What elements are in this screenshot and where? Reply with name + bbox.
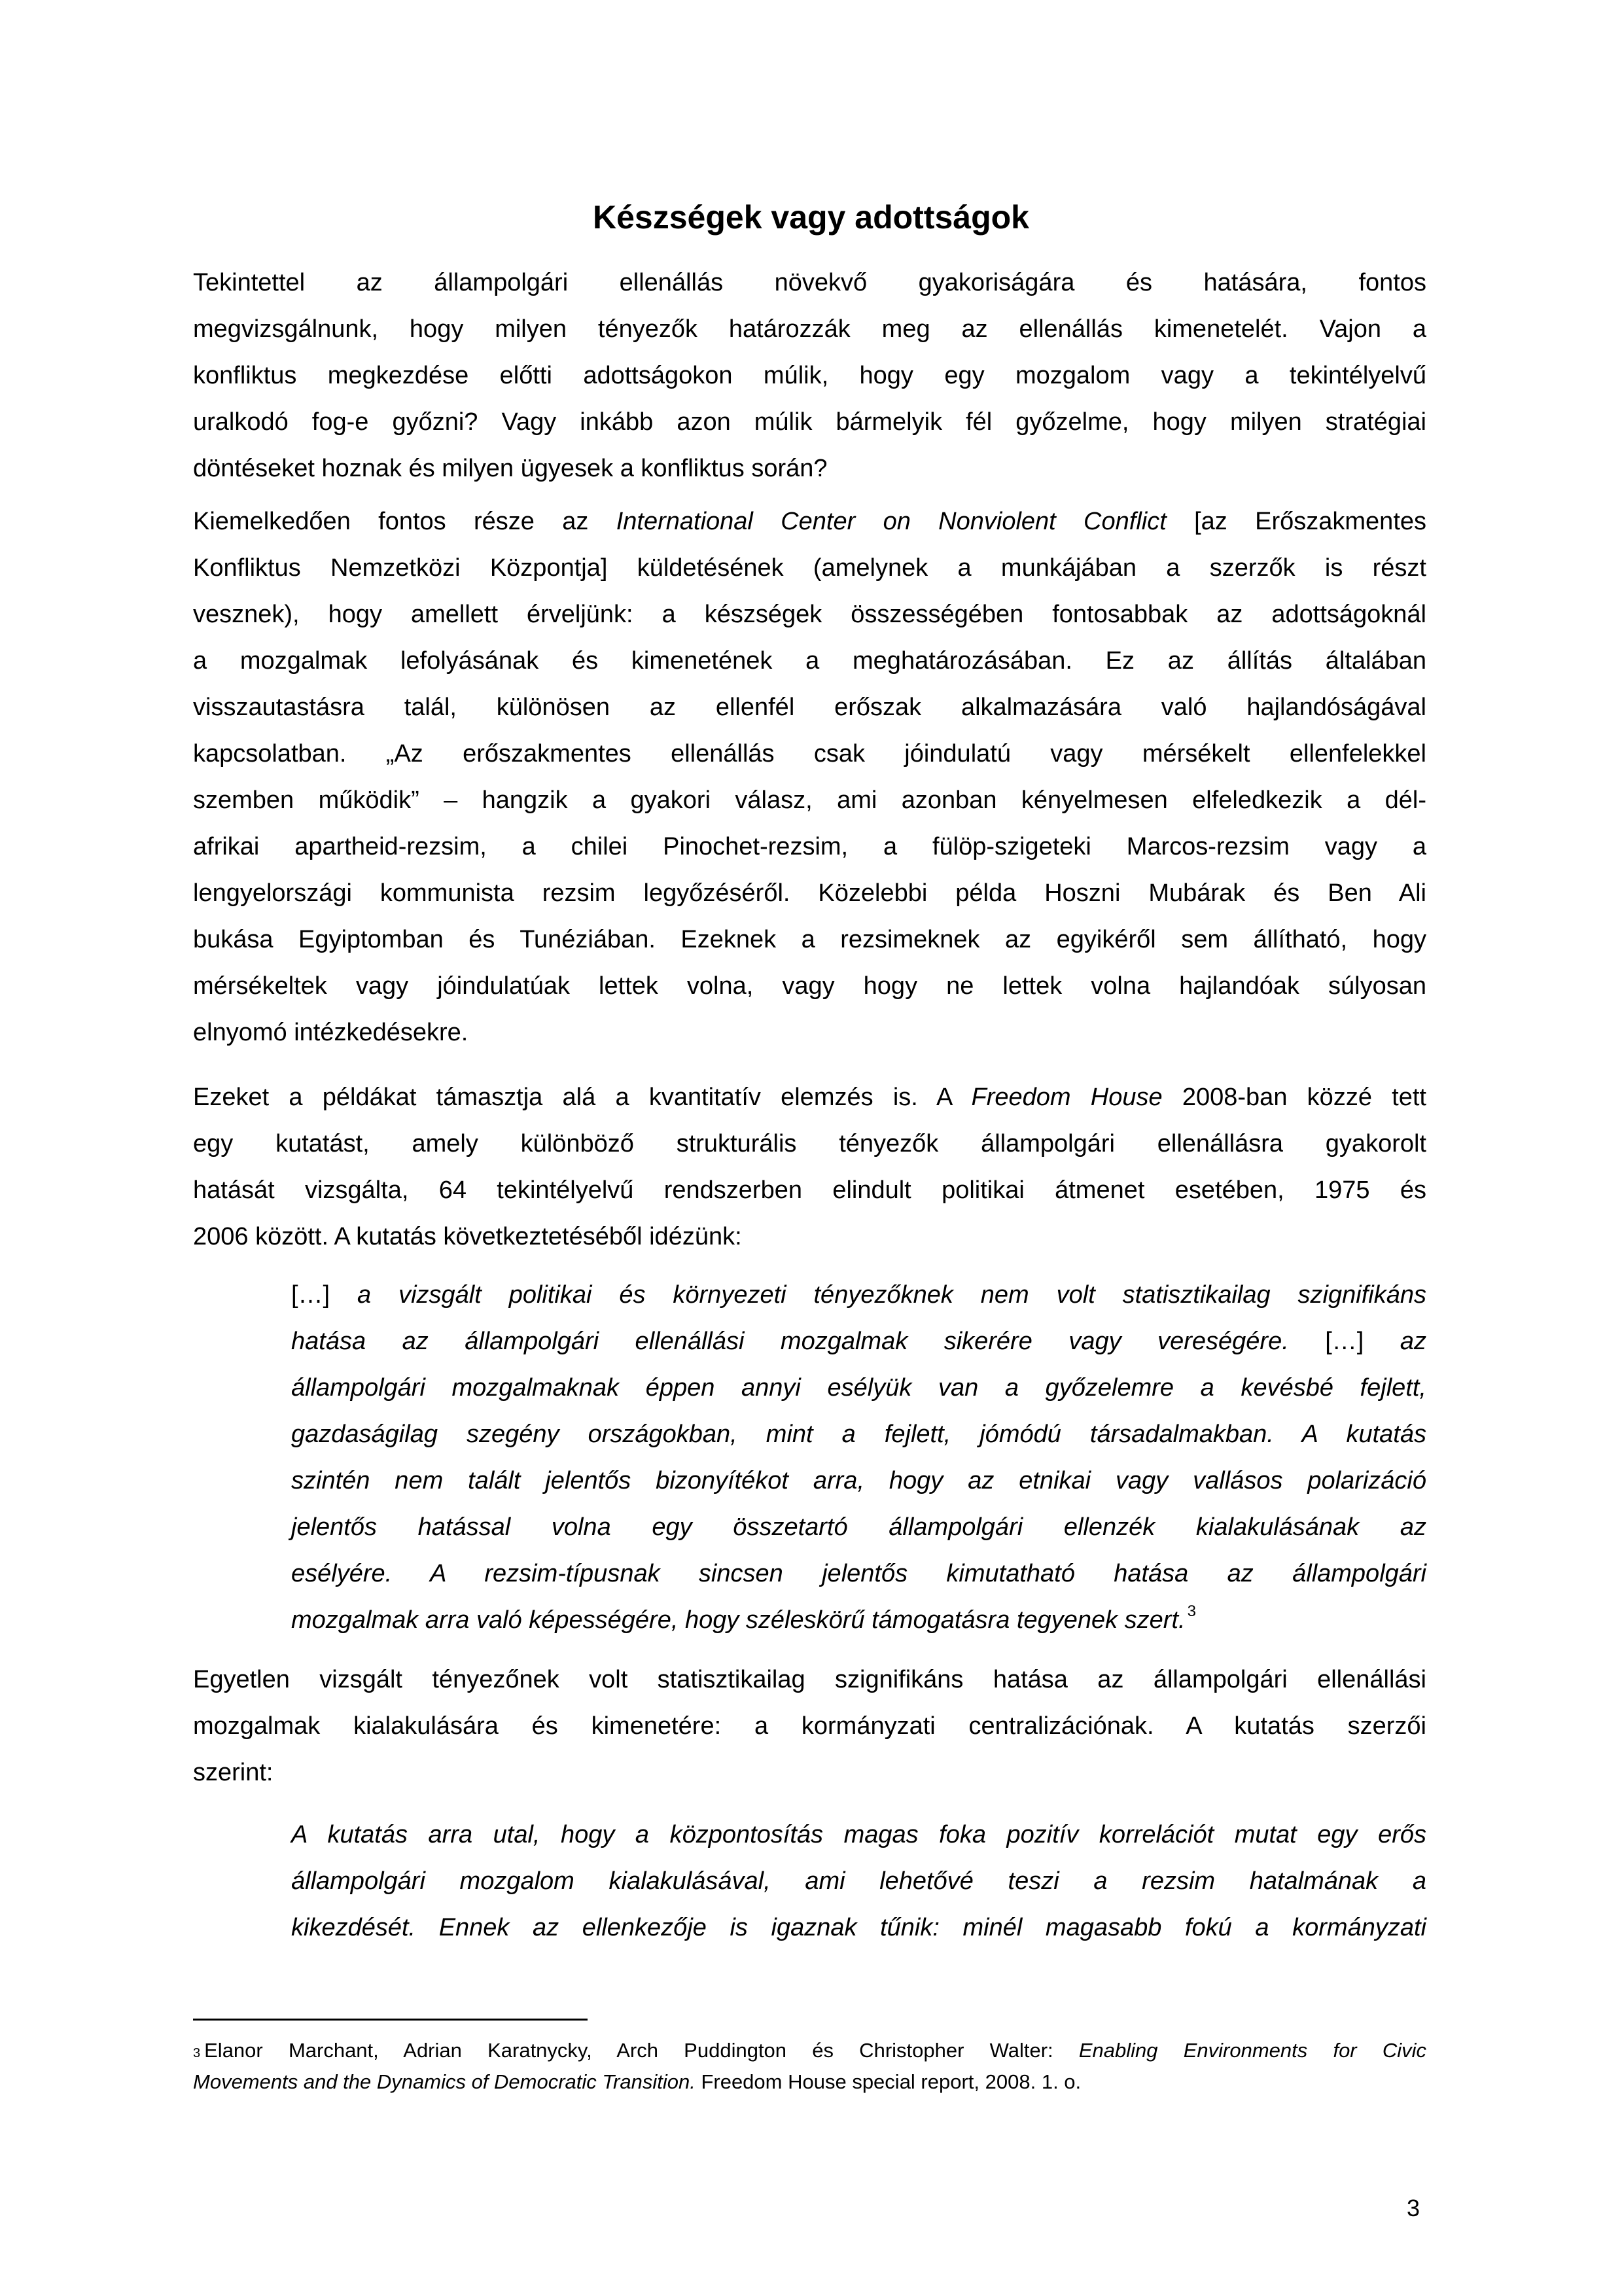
text-run: afrikai apartheid-rezsim, a chilei Pinochet-rezsim, a fülöp-szigeteki Marcos-rezsim vagy a <box>193 833 1426 860</box>
paragraph <box>193 1657 1426 1796</box>
italic-text: jelentős hatással volna egy összetartó állampolgári ellenzék kialakulásának az <box>291 1513 1426 1541</box>
text-run: mozgalmak kialakulására és kimenetére: a kormányzati centralizációnak. A kutatás szerzői <box>193 1712 1426 1740</box>
text-line <box>193 1121 1426 1167</box>
page-title: Készségek vagy adottságok <box>593 199 1029 236</box>
text-line <box>291 1597 1426 1644</box>
italic-text: International Center on Nonviolent Conflict <box>616 508 1167 535</box>
text-line <box>291 1318 1426 1365</box>
text-line <box>193 353 1426 399</box>
footnote-line <box>193 2066 1426 2098</box>
text-line <box>291 1812 1426 1858</box>
text-run: Elanor Marchant, Adrian Karatnycky, Arch Puddington és Christopher Walter: <box>204 2039 1079 2062</box>
text-line <box>193 545 1426 592</box>
italic-text: a vizsgált politikai és környezeti tényezőknek nem volt statisztikailag szignifikáns <box>357 1281 1426 1309</box>
text-line <box>193 399 1426 446</box>
footnote-separator <box>193 2019 588 2021</box>
block-quote <box>291 1272 1426 1644</box>
text-run: döntéseket hoznak és milyen ügyesek a konfliktus során? <box>193 455 828 482</box>
text-run: Tekintettel az állampolgári ellenállás növekvő gyakoriságára és hatására, fontos <box>193 269 1426 296</box>
text-line <box>193 1214 1426 1260</box>
text-run: uralkodó fog-e győzni? Vagy inkább azon múlik bármelyik fél győzelme, hogy milyen stratégiai <box>193 408 1426 436</box>
italic-text: esélyére. A rezsim-típusnak sincsen jelentős kimutatható hatása az állampolgári <box>291 1560 1426 1587</box>
text-run: vesznek), hogy amellett érveljünk: a készségek összességében fontosabbak az adottságoknál <box>193 601 1426 628</box>
text-run: szemben működik” – hangzik a gyakori válasz, ami azonban kényelmesen elfeledkezik a dél- <box>193 786 1426 814</box>
page-number: 3 <box>1407 2195 1420 2221</box>
footnote-line <box>193 2035 1426 2066</box>
text-line <box>193 870 1426 917</box>
text-run: 2006 között. A kutatás következtetéséből idézünk: <box>193 1223 742 1250</box>
italic-text: Movements and the Dynamics of Democratic Transition. <box>193 2070 696 2093</box>
text-run: mérsékeltek vagy jóindulatúak lettek volna, vagy hogy ne lettek volna hajlandóak súlyosan <box>193 972 1426 1000</box>
italic-text: Freedom House <box>971 1084 1163 1111</box>
text-line <box>291 1551 1426 1597</box>
text-line <box>193 917 1426 963</box>
footnote-3 <box>193 2035 1426 2098</box>
text-line <box>193 1074 1426 1121</box>
text-run: a mozgalmak lefolyásának és kimenetének a meghatározásában. Ez az állítás általában <box>193 647 1426 675</box>
footnote-reference[interactable]: 3 <box>1187 1602 1196 1620</box>
text-line <box>291 1272 1426 1318</box>
text-line <box>193 446 1426 492</box>
text-run: Egyetlen vizsgált tényezőnek volt statisztikailag szignifikáns hatása az állampolgári ellenállási <box>193 1666 1426 1693</box>
text-line <box>291 1411 1426 1458</box>
italic-text: állampolgári mozgalmaknak éppen annyi esélyük van a győzelemre a kevésbé fejlett, <box>291 1374 1426 1402</box>
text-line <box>193 777 1426 824</box>
italic-text: hatása az állampolgári ellenállási mozgalmak sikerére vagy vereségére. <box>291 1328 1289 1355</box>
text-line <box>193 824 1426 870</box>
italic-text: az <box>1400 1328 1426 1355</box>
text-line <box>291 1858 1426 1905</box>
paragraph <box>193 499 1426 1056</box>
italic-text: szintén nem talált jelentős bizonyítékot arra, hogy az etnikai vagy vallásos polarizáció <box>291 1467 1426 1494</box>
text-run: […] <box>291 1281 358 1309</box>
text-run: konfliktus megkezdése előtti adottságokon múlik, hogy egy mozgalom vagy a tekintélyelvű <box>193 362 1426 389</box>
footnote-marker: 3 <box>193 2046 201 2060</box>
text-line <box>193 592 1426 638</box>
text-run: [az Erőszakmentes <box>1166 508 1427 535</box>
text-line <box>291 1504 1426 1551</box>
italic-text: kikezdését. Ennek az ellenkezője is igaznak tűnik: minél magasabb fokú a kormányzati <box>291 1914 1426 1941</box>
text-run: szerint: <box>193 1759 273 1786</box>
text-line <box>193 1750 1426 1796</box>
text-line <box>193 1703 1426 1750</box>
italic-text: mozgalmak arra való képességére, hogy széleskörű támogatásra tegyenek szert. <box>291 1606 1186 1634</box>
text-run: […] <box>1288 1328 1400 1355</box>
text-run: lengyelországi kommunista rezsim legyőzéséről. Közelebbi példa Hoszni Mubárak és Ben Ali <box>193 879 1426 907</box>
text-run: Ezeket a példákat támasztja alá a kvantitatív elemzés is. A <box>193 1084 972 1111</box>
text-run: egy kutatást, amely különböző strukturális tényezők állampolgári ellenállásra gyakorolt <box>193 1130 1426 1157</box>
text-run: 2008-ban közzé tett <box>1162 1084 1426 1111</box>
text-run: Konfliktus Nemzetközi Központja] küldetésének (amelynek a munkájában a szerzők is részt <box>193 554 1426 582</box>
italic-text: gazdaságilag szegény országokban, mint a fejlett, jómódú társadalmakban. A kutatás <box>291 1421 1426 1448</box>
text-line <box>291 1365 1426 1411</box>
block-quote <box>291 1812 1426 1951</box>
text-line <box>193 731 1426 777</box>
text-run: visszautastásra talál, különösen az ellenfél erőszak alkalmazására való hajlandóságával <box>193 694 1426 721</box>
text-line <box>193 306 1426 353</box>
text-line <box>193 684 1426 731</box>
paragraph <box>193 260 1426 492</box>
text-line <box>291 1458 1426 1504</box>
text-line <box>193 1167 1426 1214</box>
text-line <box>193 499 1426 545</box>
text-run: bukása Egyiptomban és Tunéziában. Ezeknek a rezsimeknek az egyikéről sem állítható, hogy <box>193 926 1426 953</box>
italic-text: Enabling Environments for Civic <box>1078 2039 1426 2062</box>
text-line <box>193 1657 1426 1703</box>
text-run: megvizsgálnunk, hogy milyen tényezők határozzák meg az ellenállás kimenetelét. Vajon a <box>193 315 1426 343</box>
paragraph <box>193 1074 1426 1260</box>
text-run: hatását vizsgálta, 64 tekintélyelvű rendszerben elindult politikai átmenet esetében, 1975 és <box>193 1176 1426 1204</box>
text-line <box>291 1905 1426 1951</box>
italic-text: A kutatás arra utal, hogy a központosítás magas foka pozitív korrelációt mutat egy erős <box>291 1821 1426 1848</box>
text-line <box>193 963 1426 1010</box>
text-line <box>193 260 1426 306</box>
text-line <box>193 638 1426 684</box>
text-run: kapcsolatban. „Az erőszakmentes ellenállás csak jóindulatú vagy mérsékelt ellenfelekkel <box>193 740 1426 768</box>
text-run: elnyomó intézkedésekre. <box>193 1019 468 1046</box>
text-line <box>193 1010 1426 1056</box>
text-run: Freedom House special report, 2008. 1. o. <box>695 2070 1082 2093</box>
text-run: Kiemelkedően fontos része az <box>193 508 616 535</box>
italic-text: állampolgári mozgalom kialakulásával, ami lehetővé teszi a rezsim hatalmának a <box>291 1867 1426 1895</box>
